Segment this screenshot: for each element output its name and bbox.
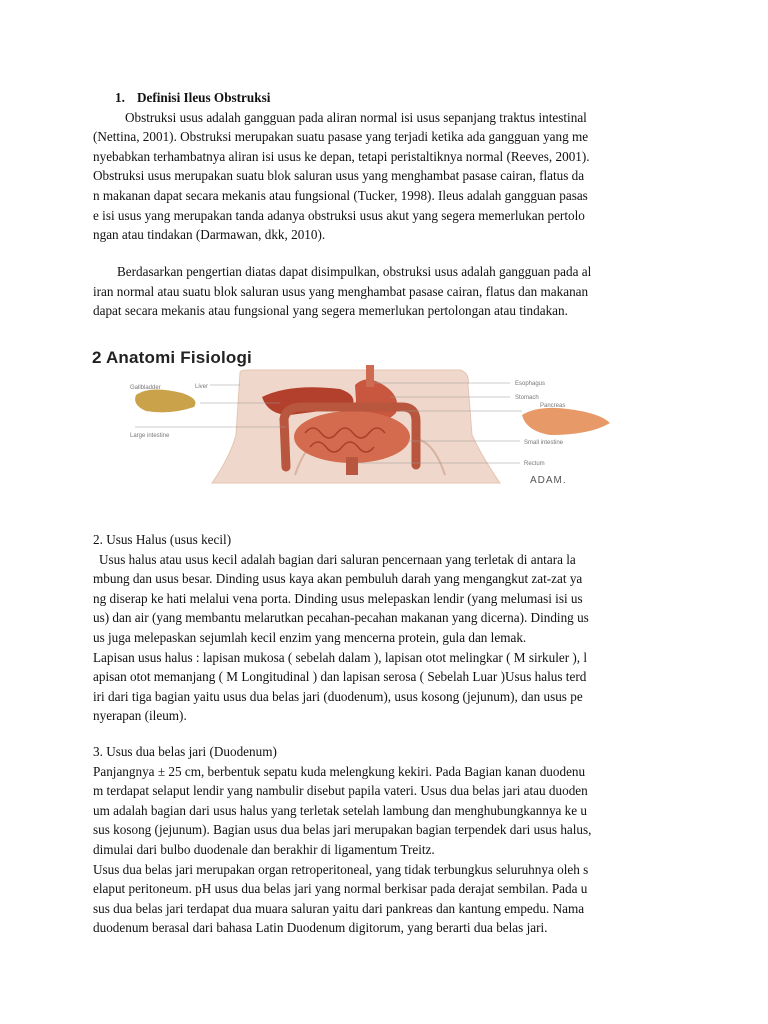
section-usus-halus xyxy=(93,530,683,726)
label-stomach: Stomach xyxy=(515,395,539,401)
paragraph-line: dimulai dari bulbo duodenale dan berakhir di ligamentum Treitz. xyxy=(93,841,435,857)
adam-logo: ADAM. xyxy=(530,475,567,485)
paragraph-line: ngan atau tindakan (Darmawan, dkk, 2010). xyxy=(93,227,326,243)
paragraph-line: nyerapan (ileum). xyxy=(93,708,187,724)
label-liver: Liver xyxy=(194,384,208,390)
paragraph-line: apisan otot memanjang ( M Longitudinal ) dan lapisan serosa ( Sebelah Luar )Usus halus terd xyxy=(93,669,587,685)
section-duodenum xyxy=(93,742,683,938)
paragraph-line: iri dari tiga bagian yaitu usus dua belas jari (duodenum), usus kosong (jejunum), dan usus pe xyxy=(93,688,583,704)
paragraph-line: ng diserap ke hati melalui vena porta. Dinding usus melepaskan lendir (yang melumasi isi us xyxy=(93,590,583,606)
section-definition xyxy=(93,88,683,245)
label-pancreas: Pancreas xyxy=(540,403,566,409)
section-title: Definisi Ileus Obstruksi xyxy=(137,90,271,105)
paragraph-line: m terdapat selaput lendir yang nambulir disebut papila vateri. Usus dua belas jari atau duoden xyxy=(93,783,588,799)
paragraph-line: elaput peritoneum. pH usus dua belas jari yang normal berkisar pada derajat sembilan. Pada u xyxy=(93,881,588,897)
label-small-intestine: Small intestine xyxy=(524,440,564,446)
paragraph-line: duodenum berasal dari bahasa Latin Duodenum digitorum, yang berarti dua belas jari. xyxy=(93,920,548,936)
paragraph-line: us) dan air (yang membantu melarutkan pecahan-pecahan makanan yang dicerna). Dinding us xyxy=(93,610,589,626)
paragraph-line: Usus halus atau usus kecil adalah bagian dari saluran pencernaan yang terletak di antara la xyxy=(99,551,576,567)
label-gallbladder: Gallbladder xyxy=(130,385,161,391)
section-heading xyxy=(93,88,683,108)
small-intestine-shape xyxy=(294,411,410,463)
paragraph-line: Obstruksi usus merupakan suatu blok saluran usus yang menghambat pasase cairan, flatus da xyxy=(93,168,585,184)
pancreas-shape xyxy=(522,408,610,435)
paragraph-line: um adalah bagian dari usus halus yang terletak setelah lambung dan menghubungkannya ke u xyxy=(93,802,588,818)
paragraph-line: Panjangnya ± 25 cm, berbentuk sepatu kuda melengkung kekiri. Pada Bagian kanan duodenu xyxy=(93,763,586,779)
paragraph-line: Obstruksi usus adalah gangguan pada aliran normal isi usus sepanjang traktus intestinal xyxy=(125,109,587,125)
paragraph-line: (Nettina, 2001). Obstruksi merupakan suatu pasase yang terjadi ketika ada gangguan yang me xyxy=(93,129,589,145)
paragraph-line: sus dua belas jari terdapat dua muara saluran yaitu dari pankreas dan kantung empedu. Nama xyxy=(93,900,585,916)
section-title: 3. Usus dua belas jari (Duodenum) xyxy=(93,744,277,759)
paragraph-line: nyebabkan terhambatnya aliran isi usus ke depan, tetapi peristaltiknya normal (Reeves, 2001). xyxy=(93,148,590,164)
paragraph-line: dapat secara mekanis atau fungsional yang segera memerlukan pertolongan atau tindakan. xyxy=(93,303,568,319)
rectum-shape xyxy=(346,457,358,475)
paragraph-line: n makanan dapat secara mekanis atau fungsional (Tucker, 1998). Ileus adalah gangguan pasas xyxy=(93,187,588,203)
paragraph-line: mbung dan usus besar. Dinding usus kaya akan pembuluh darah yang mengangkut zat-zat ya xyxy=(93,571,583,587)
esophagus-shape xyxy=(366,365,374,387)
paragraph-line: Usus dua belas jari merupakan organ retroperitoneal, yang tidak terbungkus seluruhnya oleh s xyxy=(93,861,589,877)
section-title: 2. Usus Halus (usus kecil) xyxy=(93,532,232,547)
gallbladder-shape xyxy=(135,389,195,412)
paragraph-line: Lapisan usus halus : lapisan mukosa ( sebelah dalam ), lapisan otot melingkar ( M sirkuler ), l xyxy=(93,649,588,665)
label-esophagus: Esophagus xyxy=(515,381,546,387)
section-number: 1. xyxy=(115,90,125,105)
paragraph-line: e isi usus yang merupakan tanda adanya obstruksi usus akut yang segera memerlukan pertolo xyxy=(93,207,585,223)
paragraph-line: sus kosong (jejunum). Bagian usus dua belas jari merupakan bagian terpendek dari usus halus, xyxy=(93,822,592,838)
label-large-intestine: Large intestine xyxy=(130,433,170,439)
paragraph-line: Berdasarkan pengertian diatas dapat disimpulkan, obstruksi usus adalah gangguan pada al xyxy=(117,264,592,279)
anatomy-figure xyxy=(90,345,650,485)
label-rectum: Rectum xyxy=(524,461,545,467)
paragraph-line: iran normal atau suatu blok saluran usus yang menghambat pasase cairan, flatus dan makanan xyxy=(93,283,589,299)
figure-title: 2 Anatomi Fisiologi xyxy=(92,348,252,367)
conclusion-paragraph xyxy=(93,262,683,321)
paragraph-line: us juga melepaskan sejumlah kecil enzim yang mencerna protein, gula dan lemak. xyxy=(93,629,527,645)
